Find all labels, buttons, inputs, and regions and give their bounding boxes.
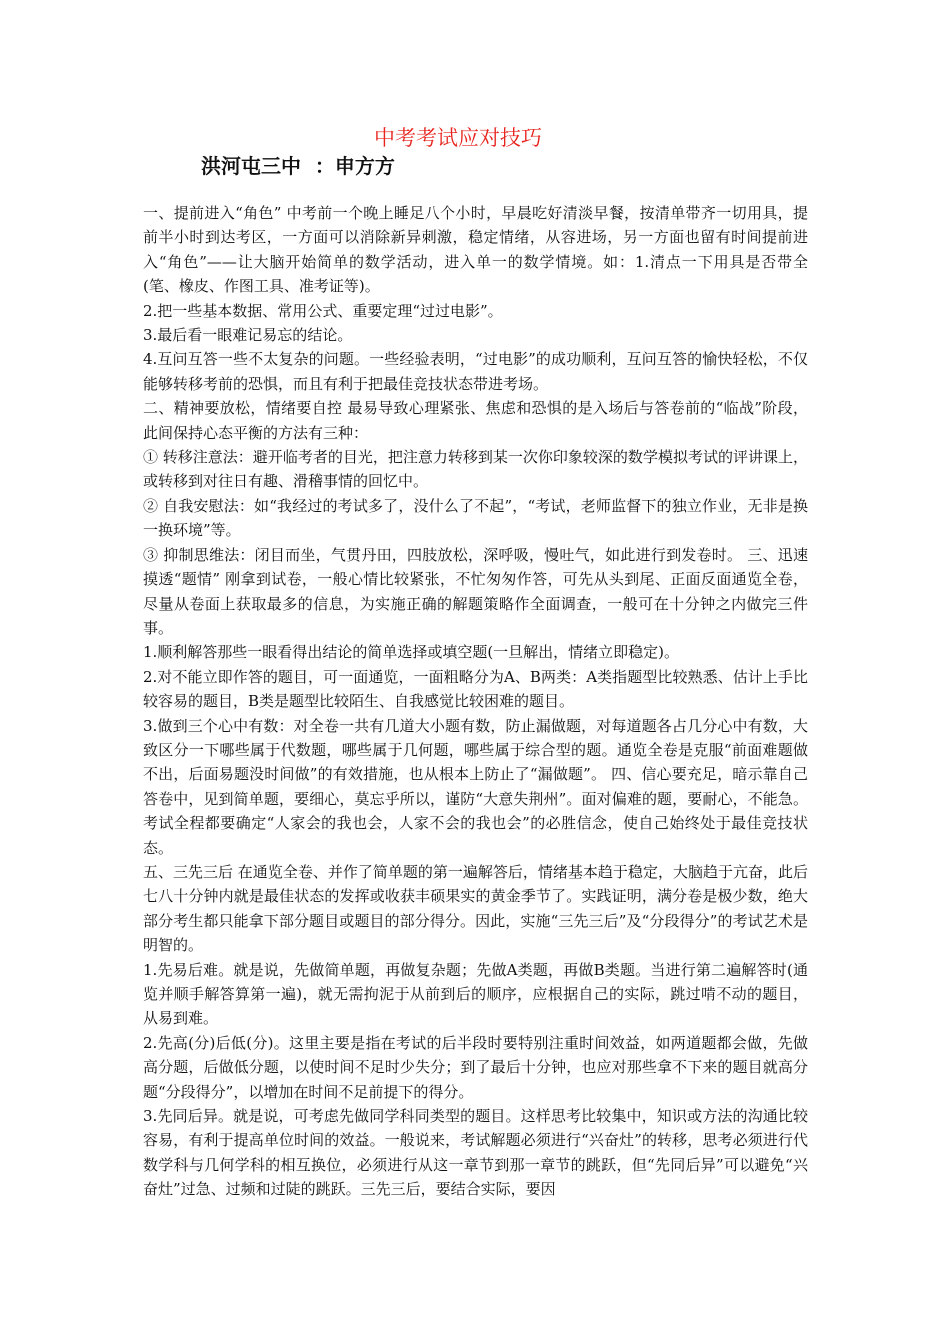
paragraph: ② 自我安慰法：如“我经过的考试多了，没什么了不起”，“考试，老师监督下的独立作业，无非是换一换环境”等。 bbox=[143, 496, 808, 540]
document-title: 中考考试应对技巧 bbox=[374, 126, 542, 150]
paragraph: 一、提前进入“角色” 中考前一个晚上睡足八个小时，早晨吃好清淡早餐，按清单带齐一切用具，提前半小时到达考区，一方面可以消除新异刺激，稳定情绪，从容进场，另一方面也留有时间提前进入“角色”——让大脑开始简单的数学活动，进入单一的数学情境。如：1.清点一下用具是否带全(笔、橡皮、作图工具、准考证等)。 bbox=[143, 204, 808, 296]
paragraph: 3.做到三个心中有数：对全卷一共有几道大小题有数，防止漏做题，对每道题各占几分心中有数，大致区分一下哪些属于代数题，哪些属于几何题，哪些属于综合型的题。通览全卷是克服“前面难题做不出，后面易题没时间做”的有效措施，也从根本上防止了“漏做题”。 四、信心要充足，暗示靠自己 答卷中，见到简单题，要细心，莫忘乎所以，谨防“大意失荆州”。面对偏难的题，要耐心，不能急。考试全程都要确定“人家会的我也会，人家不会的我也会”的必胜信念，使自己始终处于最佳竞技状态。 bbox=[143, 716, 808, 857]
paragraph: ③ 抑制思维法：闭目而坐，气贯丹田，四肢放松，深呼吸，慢吐气，如此进行到发卷时。 三、迅速摸透“题情” 刚拿到试卷，一般心情比较紧张，不忙匆匆作答，可先从头到尾、正面反面通览全卷，尽量从卷面上获取最多的信息，为实施正确的解题策略作全面调查，一般可在十分钟之内做完三件事。 bbox=[143, 545, 808, 637]
paragraph: ① 转移注意法：避开临考者的目光，把注意力转移到某一次你印象较深的数学模拟考试的评讲课上，或转移到对往日有趣、滑稽事情的回忆中。 bbox=[143, 448, 808, 491]
paragraph: 4.互问互答一些不太复杂的问题。一些经验表明，“过电影”的成功顺利，互问互答的愉快轻松，不仅能够转移考前的恐惧，而且有利于把最佳竞技状态带进考场。 bbox=[143, 350, 808, 393]
paragraph: 1.先易后难。就是说，先做简单题，再做复杂题；先做A类题，再做B类题。当进行第二遍解答时(通览并顺手解答算第一遍)，就无需拘泥于从前到后的顺序，应根据自己的实际，跳过啃不动的题目，从易到难。 bbox=[143, 960, 808, 1028]
paragraph: 2.先高(分)后低(分)。这里主要是指在考试的后半段时要特别注重时间效益，如两道题都会做，先做高分题，后做低分题，以使时间不足时少失分；到了最后十分钟，也应对那些拿不下来的题目就高分题“分段得分”，以增加在时间不足前提下的得分。 bbox=[143, 1033, 808, 1101]
paragraph: 3.最后看一眼难记易忘的结论。 bbox=[143, 326, 353, 345]
paragraph: 3.先同后异。就是说，可考虑先做同学科同类型的题目。这样思考比较集中，知识或方法的沟通比较容易，有利于提高单位时间的效益。一般说来，考试解题必须进行“兴奋灶”的转移，思考必须进行代数学科与几何学科的相互换位，必须进行从这一章节到那一章节的跳跃，但“先同后异”可以避免“兴奋灶”过急、过频和过陡的跳跃。三先三后，要结合实际，要因 bbox=[143, 1107, 808, 1199]
paragraph: 二、精神要放松，情绪要自控 最易导致心理紧张、焦虑和恐惧的是入场后与答卷前的“临战”阶段，此间保持心态平衡的方法有三种： bbox=[143, 399, 808, 442]
document-body bbox=[143, 201, 808, 1202]
paragraph: 2.对不能立即作答的题目，可一面通览，一面粗略分为A、B两类：A类指题型比较熟悉、估计上手比较容易的题目，B类是题型比较陌生、自我感觉比较困难的题目。 bbox=[143, 667, 808, 711]
document-author: 洪河屯三中 ：申方方 bbox=[201, 154, 395, 178]
paragraph: 2.把一些基本数据、常用公式、重要定理“过过电影”。 bbox=[143, 301, 503, 320]
paragraph: 1.顺利解答那些一眼看得出结论的简单选择或填空题(一旦解出，情绪立即稳定)。 bbox=[143, 643, 680, 662]
paragraph: 五、三先三后 在通览全卷、并作了简单题的第一遍解答后，情绪基本趋于稳定，大脑趋于亢奋，此后七八十分钟内就是最佳状态的发挥或收获丰硕果实的黄金季节了。实践证明，满分卷是极少数，绝大部分考生都只能拿下部分题目或题目的部分得分。因此，实施“三先三后”及“分段得分”的考试艺术是明智的。 bbox=[143, 862, 808, 955]
